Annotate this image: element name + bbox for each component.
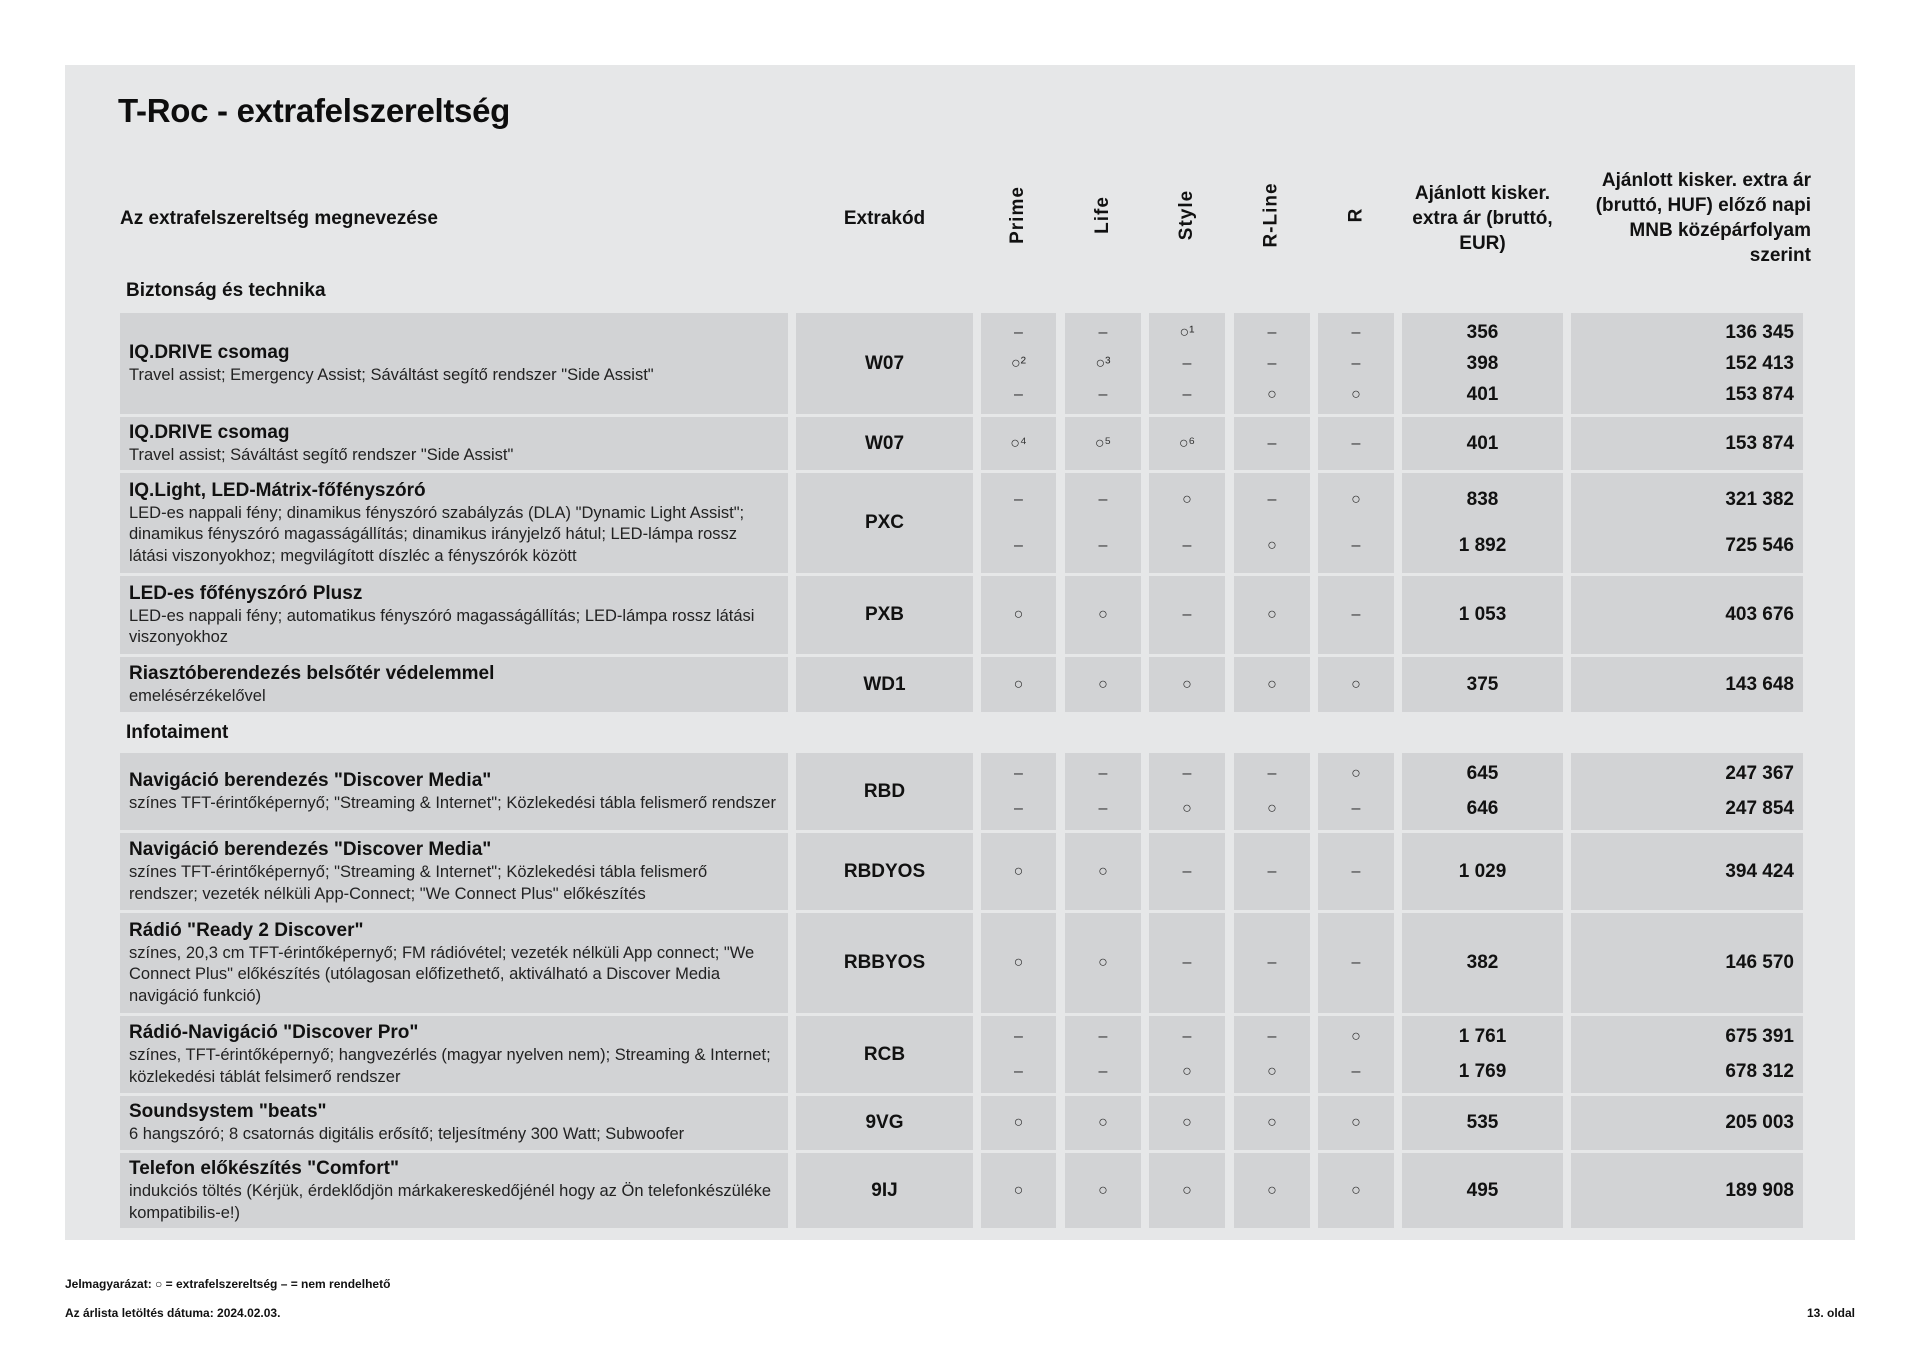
price-eur-cell bbox=[1402, 1096, 1563, 1150]
price-eur: 401 bbox=[1466, 432, 1499, 454]
price-eur-cell bbox=[1402, 313, 1563, 414]
item-description-cell bbox=[120, 753, 788, 830]
item-details: színes, TFT-érintőképernyő; hangvezérlés (magyar nyelven nem); Streaming & Internet; közlekedési táblát felsimerő rendszer bbox=[129, 1046, 771, 1086]
trim-cell-style bbox=[1149, 576, 1225, 654]
available-icon: ○² bbox=[1011, 354, 1026, 372]
item-name: IQ.DRIVE csomag bbox=[129, 341, 290, 363]
not-available-icon: – bbox=[1351, 1062, 1361, 1080]
trim-cell-style bbox=[1149, 313, 1225, 414]
available-icon: ○ bbox=[1351, 385, 1361, 403]
trim-cell-life bbox=[1065, 913, 1141, 1013]
price-huf-cell bbox=[1571, 913, 1803, 1013]
available-icon: ○³ bbox=[1095, 354, 1111, 372]
trim-cell-prime bbox=[981, 657, 1056, 712]
not-available-icon: – bbox=[1014, 323, 1023, 341]
option-code-cell bbox=[796, 833, 973, 910]
not-available-icon: – bbox=[1014, 765, 1023, 783]
trim-cell-prime bbox=[981, 913, 1056, 1013]
option-code: W07 bbox=[864, 432, 905, 454]
trim-cell-r bbox=[1318, 1153, 1394, 1228]
trim-cell-rline bbox=[1234, 473, 1310, 573]
price-huf-cell bbox=[1571, 576, 1803, 654]
price-huf: 146 570 bbox=[1725, 952, 1794, 973]
price-eur: 495 bbox=[1466, 1179, 1499, 1201]
not-available-icon: – bbox=[1351, 354, 1361, 372]
price-huf-cell bbox=[1571, 473, 1803, 573]
trim-cell-prime bbox=[981, 833, 1056, 910]
price-eur: 535 bbox=[1466, 1112, 1499, 1133]
trim-cell-life bbox=[1065, 1153, 1141, 1228]
trim-cell-life bbox=[1065, 576, 1141, 654]
option-code: RCB bbox=[863, 1043, 906, 1065]
not-available-icon: – bbox=[1267, 1028, 1277, 1046]
not-available-icon: – bbox=[1351, 606, 1361, 623]
price-eur: 1 761 bbox=[1458, 1026, 1507, 1048]
item-details: Travel assist; Emergency Assist; Sáváltást segítő rendszer "Side Assist" bbox=[129, 365, 654, 384]
trim-cell-rline bbox=[1234, 833, 1310, 910]
trim-cell-style bbox=[1149, 753, 1225, 830]
not-available-icon: – bbox=[1267, 954, 1277, 971]
option-code: 9IJ bbox=[871, 1179, 898, 1201]
trim-cell-r bbox=[1318, 1016, 1394, 1093]
not-available-icon: – bbox=[1267, 765, 1277, 783]
available-icon: ○ bbox=[1098, 862, 1108, 880]
not-available-icon: – bbox=[1267, 354, 1277, 372]
not-available-icon: – bbox=[1098, 385, 1108, 403]
trim-cell-rline bbox=[1234, 753, 1310, 830]
trim-cell-life bbox=[1065, 313, 1141, 414]
available-icon: ○⁴ bbox=[1010, 434, 1027, 452]
option-code: PXB bbox=[864, 604, 905, 625]
not-available-icon: – bbox=[1267, 323, 1277, 341]
item-details: színes TFT-érintőképernyő; "Streaming & Internet"; Közlekedési tábla felismerő rendszer bbox=[129, 793, 776, 812]
trim-cell-life bbox=[1065, 753, 1141, 830]
not-available-icon: – bbox=[1014, 799, 1023, 817]
price-eur: 401 bbox=[1466, 383, 1499, 405]
price-huf: 403 676 bbox=[1725, 604, 1794, 625]
price-huf: 247 854 bbox=[1725, 797, 1794, 819]
available-icon: ○ bbox=[1013, 1114, 1024, 1131]
price-huf-cell bbox=[1571, 1153, 1803, 1228]
trim-cell-rline bbox=[1234, 313, 1310, 414]
price-eur: 398 bbox=[1466, 352, 1499, 374]
item-description-cell bbox=[120, 833, 788, 910]
option-code: RBD bbox=[863, 780, 906, 802]
not-available-icon: – bbox=[1014, 1062, 1023, 1080]
not-available-icon: – bbox=[1098, 1028, 1108, 1046]
price-huf-cell bbox=[1571, 313, 1803, 414]
option-code-cell bbox=[796, 1096, 973, 1150]
available-icon: ○⁵ bbox=[1094, 434, 1112, 452]
trim-cell-style bbox=[1149, 1153, 1225, 1228]
not-available-icon: – bbox=[1014, 1028, 1023, 1046]
available-icon: ○ bbox=[1013, 675, 1024, 693]
available-icon: ○ bbox=[1182, 491, 1192, 508]
not-available-icon: – bbox=[1182, 385, 1192, 403]
item-details: Travel assist; Sáváltást segítő rendszer "Side Assist" bbox=[129, 445, 514, 464]
option-code: 9VG bbox=[865, 1112, 904, 1133]
trim-cell-life bbox=[1065, 473, 1141, 573]
item-details: LED-es nappali fény; automatikus fényszóró magasságállítás; LED-lámpa rossz látási viszonyokhoz bbox=[129, 606, 755, 646]
trim-cell-r bbox=[1318, 833, 1394, 910]
price-eur: 838 bbox=[1466, 489, 1499, 510]
trim-cell-rline bbox=[1234, 1096, 1310, 1150]
available-icon: ○ bbox=[1351, 675, 1361, 693]
trim-cell-rline bbox=[1234, 913, 1310, 1013]
item-description-cell bbox=[120, 657, 788, 712]
option-code-cell bbox=[796, 753, 973, 830]
not-available-icon: – bbox=[1098, 799, 1108, 817]
trim-cell-r bbox=[1318, 753, 1394, 830]
available-icon: ○ bbox=[1351, 1028, 1361, 1046]
price-eur-cell bbox=[1402, 1016, 1563, 1093]
option-code: RBDYOS bbox=[843, 860, 926, 882]
item-description-cell bbox=[120, 417, 788, 470]
available-icon: ○ bbox=[1098, 954, 1108, 971]
trim-cell-r bbox=[1318, 1096, 1394, 1150]
price-eur: 1 029 bbox=[1458, 860, 1507, 882]
item-description-cell bbox=[120, 1153, 788, 1228]
available-icon: ○ bbox=[1267, 1181, 1277, 1199]
item-name: IQ.DRIVE csomag bbox=[129, 421, 290, 443]
not-available-icon: – bbox=[1182, 862, 1192, 880]
header-price-huf: Ajánlott kisker. extra ár (bruttó, HUF) előző napi MNB középárfolyam szerint bbox=[1595, 170, 1811, 266]
available-icon: ○ bbox=[1267, 385, 1277, 403]
option-code-cell bbox=[796, 417, 973, 470]
available-icon: ○⁶ bbox=[1178, 434, 1196, 452]
not-available-icon: – bbox=[1182, 606, 1192, 623]
not-available-icon: – bbox=[1098, 1062, 1108, 1080]
price-huf-cell bbox=[1571, 833, 1803, 910]
trim-cell-r bbox=[1318, 473, 1394, 573]
item-details: 6 hangszóró; 8 csatornás digitális erősítő; teljesítmény 300 Watt; Subwoofer bbox=[129, 1125, 685, 1144]
option-code-cell bbox=[796, 313, 973, 414]
available-icon: ○ bbox=[1182, 1062, 1192, 1080]
price-huf: 153 874 bbox=[1725, 432, 1794, 454]
trim-cell-life bbox=[1065, 1096, 1141, 1150]
available-icon: ○ bbox=[1267, 537, 1277, 554]
available-icon: ○ bbox=[1182, 675, 1192, 693]
not-available-icon: – bbox=[1351, 862, 1361, 880]
price-huf: 394 424 bbox=[1725, 860, 1794, 882]
trim-cell-r bbox=[1318, 913, 1394, 1013]
header-trim-r: R bbox=[1344, 207, 1366, 223]
not-available-icon: – bbox=[1014, 491, 1023, 508]
price-eur: 645 bbox=[1466, 763, 1499, 785]
not-available-icon: – bbox=[1351, 537, 1361, 554]
trim-cell-style bbox=[1149, 1016, 1225, 1093]
not-available-icon: – bbox=[1182, 354, 1192, 372]
available-icon: ○ bbox=[1267, 606, 1277, 623]
price-eur: 382 bbox=[1466, 952, 1499, 973]
trim-cell-style bbox=[1149, 657, 1225, 712]
available-icon: ○¹ bbox=[1179, 323, 1195, 341]
header-code: Extrakód bbox=[843, 208, 926, 229]
price-huf: 189 908 bbox=[1725, 1179, 1794, 1201]
trim-cell-rline bbox=[1234, 657, 1310, 712]
price-huf: 247 367 bbox=[1725, 763, 1794, 785]
available-icon: ○ bbox=[1098, 1114, 1108, 1131]
trim-cell-prime bbox=[981, 313, 1056, 414]
price-eur-cell bbox=[1402, 1153, 1563, 1228]
available-icon: ○ bbox=[1182, 799, 1192, 817]
option-code: W07 bbox=[864, 352, 905, 374]
price-eur-cell bbox=[1402, 473, 1563, 573]
item-details: színes TFT-érintőképernyő; "Streaming & Internet"; Közlekedési tábla felismerő rendszer; vezeték nélküli App-Connect; "We Connect Plus" előkészítés bbox=[129, 863, 708, 903]
not-available-icon: – bbox=[1351, 799, 1361, 817]
available-icon: ○ bbox=[1267, 1062, 1277, 1080]
page-title: T-Roc - extrafelszereltség bbox=[118, 92, 511, 129]
price-eur-cell bbox=[1402, 753, 1563, 830]
section-heading: Biztonság és technika bbox=[126, 280, 326, 301]
trim-cell-rline bbox=[1234, 1153, 1310, 1228]
trim-cell-r bbox=[1318, 417, 1394, 470]
item-name: Telefon előkészítés "Comfort" bbox=[129, 1158, 399, 1179]
option-code-cell bbox=[796, 1153, 973, 1228]
price-huf: 136 345 bbox=[1725, 321, 1794, 343]
not-available-icon: – bbox=[1351, 323, 1361, 341]
price-eur: 1 892 bbox=[1458, 535, 1507, 556]
item-details: emelésérzékelővel bbox=[129, 686, 266, 705]
available-icon: ○ bbox=[1182, 1181, 1192, 1199]
available-icon: ○ bbox=[1267, 675, 1277, 693]
not-available-icon: – bbox=[1182, 1028, 1192, 1046]
item-name: IQ.Light, LED-Mátrix-főfényszóró bbox=[129, 479, 426, 501]
item-name: Rádió "Ready 2 Discover" bbox=[129, 919, 364, 941]
option-code-cell bbox=[796, 657, 973, 712]
available-icon: ○ bbox=[1351, 765, 1361, 783]
trim-cell-style bbox=[1149, 1096, 1225, 1150]
available-icon: ○ bbox=[1013, 1181, 1024, 1199]
price-huf: 725 546 bbox=[1725, 535, 1794, 556]
trim-cell-style bbox=[1149, 913, 1225, 1013]
price-eur-cell bbox=[1402, 657, 1563, 712]
item-description-cell bbox=[120, 473, 788, 573]
price-eur: 356 bbox=[1466, 321, 1499, 343]
price-eur: 646 bbox=[1466, 797, 1499, 819]
not-available-icon: – bbox=[1014, 537, 1023, 554]
item-details: színes, 20,3 cm TFT-érintőképernyő; FM rádióvétel; vezeték nélküli App connect; "We Connect Plus" előkészítés (utólagosan előfizethető, aktiválható a Discover Media navigáció funkció) bbox=[129, 943, 755, 1005]
item-description-cell bbox=[120, 576, 788, 654]
price-huf-cell bbox=[1571, 1016, 1803, 1093]
not-available-icon: – bbox=[1182, 954, 1192, 971]
item-name: LED-es főfényszóró Plusz bbox=[129, 582, 363, 604]
trim-cell-prime bbox=[981, 1096, 1056, 1150]
option-code-cell bbox=[796, 913, 973, 1013]
header-trim-prime: Prime bbox=[1007, 186, 1028, 244]
not-available-icon: – bbox=[1351, 954, 1361, 971]
trim-cell-prime bbox=[981, 753, 1056, 830]
available-icon: ○ bbox=[1013, 954, 1024, 971]
available-icon: ○ bbox=[1267, 1114, 1277, 1131]
trim-cell-prime bbox=[981, 417, 1056, 470]
price-huf-cell bbox=[1571, 1096, 1803, 1150]
item-description-cell bbox=[120, 1096, 788, 1150]
option-code-cell bbox=[796, 473, 973, 573]
option-code-cell bbox=[796, 1016, 973, 1093]
trim-cell-life bbox=[1065, 1016, 1141, 1093]
not-available-icon: – bbox=[1267, 491, 1277, 508]
option-code-cell bbox=[796, 576, 973, 654]
trim-cell-style bbox=[1149, 473, 1225, 573]
header-description: Az extrafelszereltség megnevezése bbox=[120, 208, 438, 229]
not-available-icon: – bbox=[1098, 765, 1108, 783]
trim-cell-r bbox=[1318, 576, 1394, 654]
trim-cell-r bbox=[1318, 313, 1394, 414]
download-date: Az árlista letöltés dátuma: 2024.02.03. bbox=[65, 1306, 281, 1320]
price-huf: 675 391 bbox=[1725, 1026, 1794, 1048]
trim-cell-style bbox=[1149, 417, 1225, 470]
trim-cell-rline bbox=[1234, 576, 1310, 654]
available-icon: ○ bbox=[1098, 675, 1108, 693]
price-eur: 1 053 bbox=[1458, 604, 1507, 625]
available-icon: ○ bbox=[1351, 1181, 1361, 1199]
price-huf-cell bbox=[1571, 657, 1803, 712]
available-icon: ○ bbox=[1351, 1114, 1361, 1131]
trim-cell-life bbox=[1065, 417, 1141, 470]
price-eur-cell bbox=[1402, 417, 1563, 470]
price-eur: 1 769 bbox=[1458, 1060, 1507, 1082]
page-number: 13. oldal bbox=[1806, 1306, 1855, 1320]
trim-cell-style bbox=[1149, 833, 1225, 910]
not-available-icon: – bbox=[1098, 491, 1108, 508]
item-name: Rádió-Navigáció "Discover Pro" bbox=[129, 1022, 419, 1043]
item-name: Soundsystem "beats" bbox=[129, 1101, 327, 1123]
price-huf: 205 003 bbox=[1725, 1112, 1794, 1133]
price-eur-cell bbox=[1402, 913, 1563, 1013]
trim-cell-rline bbox=[1234, 417, 1310, 470]
not-available-icon: – bbox=[1098, 323, 1108, 341]
not-available-icon: – bbox=[1267, 862, 1277, 880]
available-icon: ○ bbox=[1267, 799, 1277, 817]
not-available-icon: – bbox=[1098, 537, 1108, 554]
header-price-eur: Ajánlott kisker. extra ár (bruttó, EUR) bbox=[1412, 183, 1553, 254]
price-huf: 143 648 bbox=[1725, 673, 1794, 695]
trim-cell-prime bbox=[981, 1016, 1056, 1093]
item-description-cell bbox=[120, 913, 788, 1013]
price-huf: 152 413 bbox=[1725, 352, 1794, 374]
trim-cell-prime bbox=[981, 1153, 1056, 1228]
item-name: Navigáció berendezés "Discover Media" bbox=[129, 769, 492, 791]
available-icon: ○ bbox=[1098, 606, 1108, 623]
price-huf: 321 382 bbox=[1725, 489, 1794, 510]
not-available-icon: – bbox=[1182, 537, 1192, 554]
not-available-icon: – bbox=[1014, 385, 1023, 403]
not-available-icon: – bbox=[1351, 434, 1361, 452]
price-eur-cell bbox=[1402, 833, 1563, 910]
legend: Jelmagyarázat: ○ = extrafelszereltség – = nem rendelhető bbox=[65, 1277, 391, 1291]
item-description-cell bbox=[120, 313, 788, 414]
option-code: RBBYOS bbox=[843, 952, 926, 973]
price-eur-cell bbox=[1402, 576, 1563, 654]
item-description-cell bbox=[120, 1016, 788, 1093]
price-eur: 375 bbox=[1466, 673, 1499, 695]
header-trim-life: Life bbox=[1092, 196, 1113, 234]
trim-cell-life bbox=[1065, 833, 1141, 910]
price-huf-cell bbox=[1571, 753, 1803, 830]
price-huf-cell bbox=[1571, 417, 1803, 470]
section-heading: Infotaiment bbox=[126, 722, 229, 743]
header-trim-style: Style bbox=[1175, 189, 1197, 241]
option-code: WD1 bbox=[863, 673, 906, 695]
not-available-icon: – bbox=[1182, 765, 1192, 783]
trim-cell-life bbox=[1065, 657, 1141, 712]
price-huf: 678 312 bbox=[1725, 1060, 1794, 1082]
trim-cell-r bbox=[1318, 657, 1394, 712]
available-icon: ○ bbox=[1098, 1181, 1108, 1199]
trim-cell-prime bbox=[981, 473, 1056, 573]
item-details: LED-es nappali fény; dinamikus fényszóró szabályzás (DLA) "Dynamic Light Assist"; dinamikus fényszóró magasságállítás; dinamikus irányjelző hátul; LED-lámpa rossz látási viszonyokhoz; megvilágított díszléc a fényszórók között bbox=[129, 503, 745, 565]
available-icon: ○ bbox=[1013, 862, 1024, 880]
trim-cell-prime bbox=[981, 576, 1056, 654]
header-trim-rline: R-Line bbox=[1261, 182, 1283, 248]
not-available-icon: – bbox=[1267, 434, 1277, 452]
available-icon: ○ bbox=[1182, 1114, 1192, 1131]
trim-cell-rline bbox=[1234, 1016, 1310, 1093]
available-icon: ○ bbox=[1013, 606, 1024, 623]
available-icon: ○ bbox=[1351, 491, 1361, 508]
item-name: Riasztóberendezés belsőtér védelemmel bbox=[129, 662, 495, 684]
item-name: Navigáció berendezés "Discover Media" bbox=[129, 839, 492, 860]
price-huf: 153 874 bbox=[1725, 383, 1794, 405]
option-code: PXC bbox=[864, 512, 905, 533]
item-details: indukciós töltés (Kérjük, érdeklődjön márkakereskedőjénél hogy az Ön telefonkészüléke kompatibilis-e!) bbox=[129, 1182, 772, 1222]
